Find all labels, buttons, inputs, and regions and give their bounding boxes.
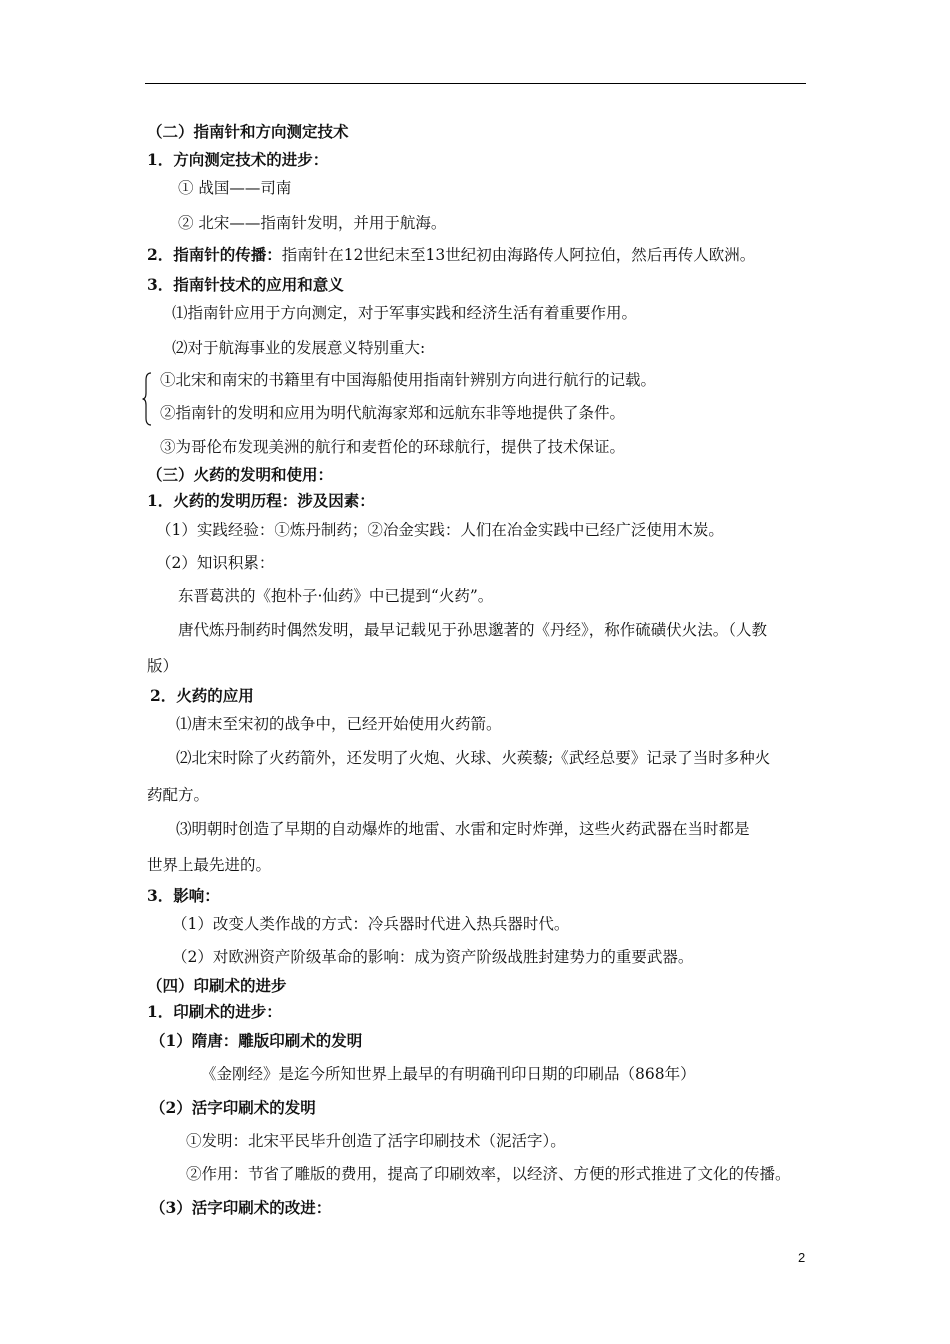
paragraph: ⑶明朝时创造了早期的自动爆炸的地雷、水雷和定时炸弹，这些火药武器在当时都是	[176, 820, 750, 838]
list-item: ③为哥伦布发现美洲的航行和麦哲伦的环球航行，提供了技术保证。	[160, 438, 626, 456]
paragraph: 《金刚经》是迄今所知世界上最早的有明确刊印日期的印刷品（868年）	[201, 1065, 696, 1083]
subheading: 3．影响：	[147, 886, 220, 905]
subheading: （2）活字印刷术的发明	[150, 1098, 316, 1117]
paragraph: ⑵北宋时除了火药箭外，还发明了火炮、火球、火蒺藜;《武经总要》记录了当时多种火	[176, 749, 771, 767]
subheading: 2．火药的应用	[150, 686, 254, 705]
subheading: （1）隋唐：雕版印刷术的发明	[150, 1031, 363, 1050]
paragraph: （1）改变人类作战的方式：冷兵器时代进入热兵器时代。	[172, 915, 570, 933]
list-item: ① 战国——司南	[178, 179, 292, 197]
paragraph-body: 指南针在12世纪末至13世纪初由海路传人阿拉伯，然后再传人欧洲。	[281, 246, 756, 264]
paragraph: 唐代炼丹制药时偶然发明，最早记载见于孙思邈著的《丹经》，称作硫磺伏火法。（人教	[178, 621, 768, 639]
section-heading: （二）指南针和方向测定技术	[147, 122, 349, 141]
paragraph	[147, 245, 755, 265]
subheading: （3）活字印刷术的改进：	[150, 1198, 332, 1217]
list-item: ①发明：北宋平民毕升创造了活字印刷技术（泥活字）。	[186, 1132, 566, 1150]
paragraph-label: 2．指南针的传播：	[147, 245, 282, 264]
subheading: 1．方向测定技术的进步：	[147, 150, 329, 169]
section-heading: （四）印刷术的进步	[147, 976, 287, 995]
list-item: ①北宋和南宋的书籍里有中国海船使用指南针辨别方向进行航行的记载。	[160, 371, 657, 389]
list-item: ②作用：节省了雕版的费用，提高了印刷效率，以经济、方便的形式推进了文化的传播。	[186, 1165, 791, 1183]
paragraph: ⑴唐末至宋初的战争中，已经开始使用火药箭。	[176, 715, 502, 733]
paragraph: ⑵对于航海事业的发展意义特别重大:	[172, 339, 426, 357]
paragraph: 世界上最先进的。	[147, 856, 272, 874]
subheading: 1．火药的发明历程：涉及因素：	[147, 491, 375, 510]
subheading: 1．印刷术的进步：	[147, 1002, 282, 1021]
paragraph: （2）知识积累：	[156, 554, 275, 572]
curly-brace-icon	[142, 372, 152, 426]
paragraph: ⑴指南针应用于方向测定，对于军事实践和经济生活有着重要作用。	[172, 304, 638, 322]
header-rule	[145, 83, 806, 84]
paragraph: 东晋葛洪的《抱朴子·仙药》中已提到“火药”。	[178, 587, 494, 605]
paragraph: （1）实践经验：①炼丹制药；②冶金实践：人们在冶金实践中已经广泛使用木炭。	[156, 521, 724, 539]
paragraph: 药配方。	[147, 786, 210, 804]
paragraph: 版）	[147, 657, 179, 675]
paragraph: （2）对欧洲资产阶级革命的影响：成为资产阶级战胜封建势力的重要武器。	[172, 948, 694, 966]
section-heading: （三）火药的发明和使用：	[147, 465, 334, 484]
subheading: 3．指南针技术的应用和意义	[147, 275, 344, 294]
list-item: ② 北宋——指南针发明，并用于航海。	[178, 214, 447, 232]
page-number: 2	[798, 1250, 806, 1265]
list-item: ②指南针的发明和应用为明代航海家郑和远航东非等地提供了条件。	[160, 404, 626, 422]
